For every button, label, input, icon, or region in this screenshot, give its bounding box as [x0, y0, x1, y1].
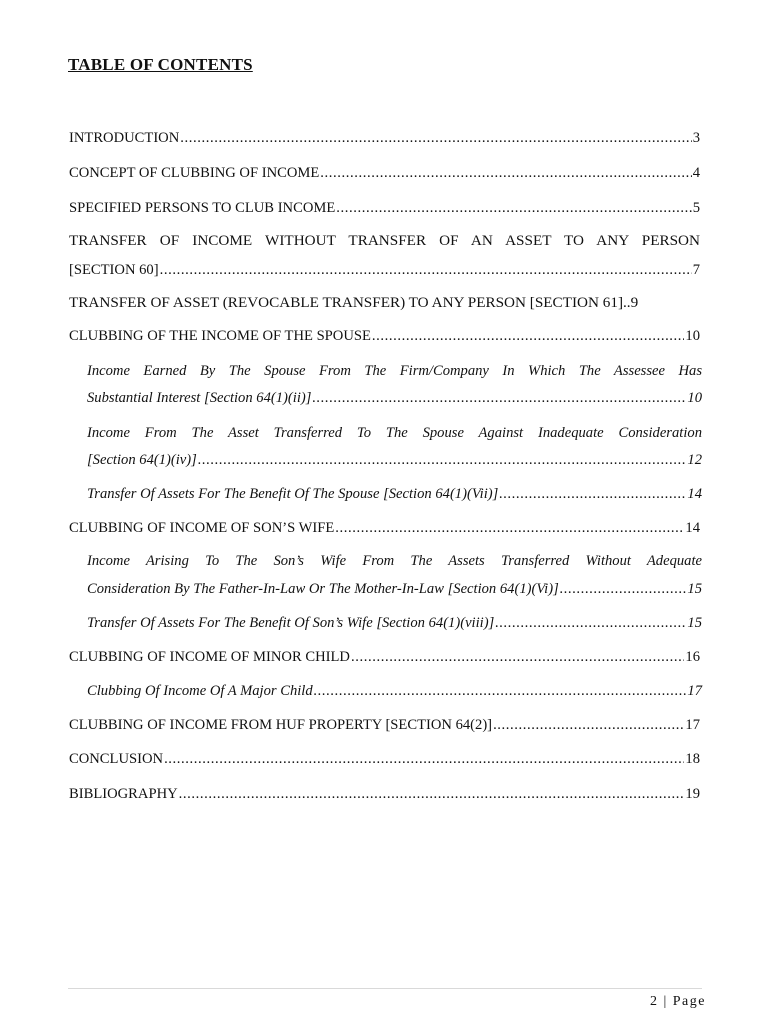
- toc-entry-page: 16: [685, 649, 700, 665]
- toc-subentry[interactable]: [87, 677, 702, 705]
- toc-entry-label: CONCLUSION: [69, 751, 164, 767]
- toc-entry-page: 4: [692, 165, 700, 181]
- toc-entry-page: 14: [685, 520, 700, 536]
- footer-divider: [68, 988, 702, 989]
- toc-entry-page: 12: [687, 452, 702, 468]
- toc-entry[interactable]: [69, 289, 700, 317]
- toc-leader-dots: [314, 677, 687, 705]
- toc-subentry-line1[interactable]: Income From The Asset Transferred To The Spouse Against Inadequate Consideration: [87, 425, 702, 441]
- toc-leader-dots: [198, 446, 687, 474]
- toc-entry[interactable]: [69, 745, 700, 773]
- toc-entry[interactable]: [69, 780, 700, 808]
- toc-entry-label: Consideration By The Father-In-Law Or The Mother-In-Law [Section 64(1)(Vi)]: [87, 581, 559, 597]
- toc-entry-page: 10: [687, 390, 702, 406]
- toc-entry[interactable]: [69, 514, 700, 542]
- toc-entry[interactable]: [69, 124, 700, 152]
- toc-entry-label: [SECTION 60]: [69, 262, 159, 278]
- toc-leader-dots: [164, 745, 684, 773]
- toc-subentry[interactable]: [87, 446, 702, 474]
- toc-entry-page: 7: [692, 262, 700, 278]
- toc-leader-dots: [160, 256, 692, 284]
- toc-entry[interactable]: [69, 256, 700, 284]
- toc-entry-page: 3: [692, 130, 700, 146]
- toc-entry-page: 5: [692, 200, 700, 216]
- toc-entry-label: CONCEPT OF CLUBBING OF INCOME: [69, 165, 320, 181]
- toc-entry-page: 15: [687, 581, 702, 597]
- toc-entry-page: 17: [685, 717, 700, 733]
- toc-leader-dots: [179, 780, 685, 808]
- toc-leader-dots: [351, 643, 684, 671]
- toc-entry-label: [Section 64(1)(iv)]: [87, 452, 197, 468]
- toc-leader-dots: [320, 159, 691, 187]
- toc-subentry[interactable]: [87, 480, 702, 508]
- toc-entry[interactable]: [69, 194, 700, 222]
- toc-subentry[interactable]: [87, 384, 702, 412]
- toc-leader-dots: [493, 711, 684, 739]
- toc-entry-label: Clubbing Of Income Of A Major Child: [87, 683, 313, 699]
- toc-entry-page: 17: [687, 683, 702, 699]
- toc-entry-page: 15: [687, 615, 702, 631]
- toc-entry-page: 18: [685, 751, 700, 767]
- toc-entry-label: CLUBBING OF THE INCOME OF THE SPOUSE: [69, 328, 371, 344]
- toc-subentry-line1[interactable]: Income Earned By The Spouse From The Firm/Company In Which The Assessee Has: [87, 363, 702, 379]
- toc-leader-dots: [495, 609, 686, 637]
- toc-entry-label: SPECIFIED PERSONS TO CLUB INCOME: [69, 200, 336, 216]
- toc-entry-line1[interactable]: TRANSFER OF INCOME WITHOUT TRANSFER OF AN ASSET TO ANY PERSON: [69, 232, 700, 249]
- toc-subentry-line1[interactable]: Income Arising To The Son’s Wife From The Assets Transferred Without Adequate: [87, 553, 702, 569]
- toc-entry-label: CLUBBING OF INCOME OF MINOR CHILD: [69, 649, 350, 665]
- toc-subentry[interactable]: [87, 609, 702, 637]
- toc-leader-dots: [180, 124, 691, 152]
- toc-leader-dots: [560, 575, 687, 603]
- toc-entry-page: 19: [685, 786, 700, 802]
- toc-entry-label: Transfer Of Assets For The Benefit Of Son’s Wife [Section 64(1)(viii)]: [87, 615, 495, 631]
- toc-entry-label: BIBLIOGRAPHY: [69, 786, 178, 802]
- toc-entry[interactable]: [69, 159, 700, 187]
- toc-leader-dots: [335, 514, 684, 542]
- toc-title: TABLE OF CONTENTS: [68, 55, 253, 74]
- toc-entry[interactable]: [69, 322, 700, 350]
- toc-entry-page: ..9: [623, 294, 639, 311]
- toc-entry-label: Substantial Interest [Section 64(1)(ii)]: [87, 390, 312, 406]
- toc-entry-page: 10: [685, 328, 700, 344]
- toc-subentry[interactable]: [87, 575, 702, 603]
- toc-entry-label: CLUBBING OF INCOME OF SON’S WIFE: [69, 520, 335, 536]
- toc-leader-dots: [372, 322, 684, 350]
- toc-entry[interactable]: [69, 711, 700, 739]
- toc-leader-dots: [499, 480, 686, 508]
- toc-leader-dots: [312, 384, 686, 412]
- toc-entry[interactable]: [69, 643, 700, 671]
- page-number: 2 | Page: [649, 994, 706, 1009]
- toc-entry-label: CLUBBING OF INCOME FROM HUF PROPERTY [SECTION 64(2)]: [69, 717, 493, 733]
- toc-leader-dots: [336, 194, 691, 222]
- toc-entry-label: TRANSFER OF ASSET (REVOCABLE TRANSFER) TO ANY PERSON [SECTION 61]: [69, 294, 623, 311]
- toc-entry-label: INTRODUCTION: [69, 130, 180, 146]
- toc-entry-page: 14: [687, 486, 702, 502]
- toc-entry-label: Transfer Of Assets For The Benefit Of The Spouse [Section 64(1)(Vii)]: [87, 486, 499, 502]
